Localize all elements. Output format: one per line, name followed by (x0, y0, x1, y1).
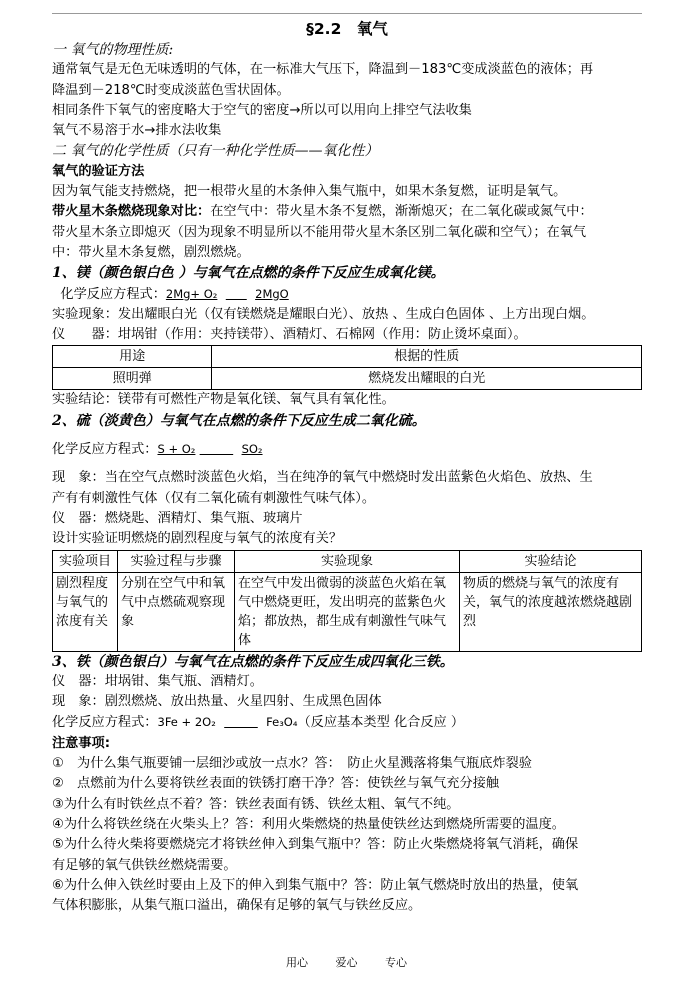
verify-heading: 氧气的验证方法 (52, 163, 145, 179)
s-design: 设计实验证明燃烧的剧烈程度与氧气的浓度有关？ (52, 531, 343, 547)
section-heading-chemical: 二 氧气的化学性质（只有一种化学性质——氧化性） (52, 143, 379, 160)
fe-eq-label: 化学反应方程式： (52, 715, 158, 731)
footer-word: 专心 (385, 956, 407, 969)
note-line: ④为什么将铁丝绕在火柴头上？答：利用火柴燃烧的热量使铁丝达到燃烧所需要的温度。 (52, 816, 565, 832)
table-header-cell: 根据的性质 (212, 346, 642, 368)
mg-eq-label: 化学反应方程式： (60, 286, 166, 302)
fe-eq-right: Fe₃O₄ (266, 715, 298, 730)
verify-text: 因为氧气能支持燃烧，把一根带火星的木条伸入集气瓶中，如果木条复燃，证明是氧气。 (52, 184, 567, 200)
mg-use-table (52, 345, 642, 390)
note-line: ① 为什么集气瓶要铺一层细沙或放一点水？答： 防止火星溅落将集气瓶底炸裂验 (52, 756, 532, 772)
mg-heading: 1、镁（颜色银白色 ）与氧气在点燃的条件下反应生成氧化镁。 (52, 265, 445, 282)
note-line: 气体积膨胀，从集气瓶口溢出，确保有足够的氧气与铁丝反应。 (52, 898, 422, 914)
compare-line-3: 中：带火星木条复燃，剧烈燃烧。 (52, 244, 250, 260)
physical-line-4: 氧气不易溶于水→排水法收集 (52, 123, 222, 139)
note-line: ⑤为什么待火柴将要燃烧完才将铁丝伸入到集气瓶中？答：防止火柴燃烧将氧气消耗，确保 (52, 837, 579, 853)
fe-eq-left: 3Fe + 2O₂ (157, 715, 216, 730)
table-cell: 分别在空气中和氧气中点燃硫观察现象 (118, 572, 235, 651)
physical-line-3: 相同条件下氧气的密度略大于空气的密度→所以可以用向上排空气法收集 (52, 102, 472, 118)
section-heading-physical: 一 氧气的物理性质: (52, 42, 174, 58)
page-title: §2.2 氧气 (306, 20, 388, 38)
mg-eq-left: 2Mg+ O₂ (165, 286, 218, 301)
table-cell: 在空气中发出微弱的淡蓝色火焰在氧气中燃烧更旺，发出明亮的蓝紫色火焰；都放热，都生成有刺激性气味气体 (235, 572, 460, 651)
physical-line-2: 降温到－218℃时变成淡蓝色雪状固体。 (52, 82, 290, 98)
table-header-row (53, 550, 642, 572)
table-row (53, 572, 642, 651)
footer-word: 用心 (286, 956, 308, 969)
page-footer (0, 954, 693, 970)
table-header-cell: 实验结论 (460, 550, 642, 572)
s-eq-label: 化学反应方程式： (52, 442, 158, 458)
table-cell: 剧烈程度与氧气的浓度有关 (53, 572, 118, 651)
compare-line-2: 带火星木条立即熄灭（因为现象不明显所以不能用带火星木条区别二氧化碳和空气）；在氧气 (52, 224, 587, 240)
note-line: 有足够的氧气供铁丝燃烧需要。 (52, 857, 237, 873)
table-header-cell: 实验现象 (235, 550, 460, 572)
physical-line-1: 通常氧气是无色无味透明的气体，在一标准大气压下，降温到－183℃变成淡蓝色的液体；再 (52, 62, 594, 78)
footer-word: 爱心 (335, 956, 358, 969)
table-header-cell: 实验项目 (53, 550, 118, 572)
fe-equation (52, 712, 642, 733)
mg-eq-right: 2MgO (255, 286, 289, 301)
mg-equation (52, 284, 642, 305)
table-cell: 物质的燃烧与氧气的浓度有关，氧气的浓度越浓燃烧越剧烈 (460, 572, 642, 651)
mg-eq-arrow (226, 287, 247, 302)
compare-line-1 (52, 202, 642, 222)
table-header-cell: 实验过程与步骤 (118, 550, 235, 572)
note-line: ⑥为什么伸入铁丝时要由上及下的伸入到集气瓶中？答：防止氧气燃烧时放出的热量，使氧 (52, 877, 579, 893)
s-eq-left: S + O₂ (157, 442, 196, 457)
document-page (52, 12, 642, 916)
fe-eq-note: （反应基本类型 化合反应 ） (297, 715, 465, 731)
compare-text-1: 在空气中：带火星木条不复燃，渐渐熄灭；在二氧化碳或氮气中： (210, 204, 593, 220)
s-eq-arrow (200, 442, 234, 457)
table-header-row (53, 346, 642, 368)
table-cell: 照明弹 (53, 368, 212, 390)
s-eq-right: SO₂ (241, 442, 263, 457)
s-experiment-table (52, 550, 642, 652)
table-cell: 燃烧发出耀眼的白光 (212, 368, 642, 390)
s-apparatus: 仪 器：燃烧匙、酒精灯、集气瓶、玻璃片 (52, 510, 303, 526)
fe-heading: 3、铁（颜色银白）与氧气在点燃的条件下反应生成四氧化三铁。 (52, 653, 454, 670)
mg-apparatus: 仪 器：坩埚钳（作用：夹持镁带）、酒精灯、石棉网（作用：防止烫坏桌面）。 (52, 327, 527, 343)
notes-heading: 注意事项: (52, 735, 111, 751)
note-line: ③为什么有时铁丝点不着？答：铁丝表面有锈、铁丝太粗、氧气不纯。 (52, 796, 460, 812)
note-line: ② 点燃前为什么要将铁丝表面的铁锈打磨干净？答：使铁丝与氧气充分接触 (52, 776, 500, 792)
s-phenomenon-2: 产有有刺激性气体（仅有二氧化硫有刺激性气味气体）。 (52, 490, 376, 506)
table-header-cell: 用途 (53, 346, 212, 368)
s-equation (52, 439, 642, 460)
fe-apparatus: 仪 器：坩埚钳、集气瓶、酒精灯。 (52, 673, 263, 689)
mg-phenomenon: 实验现象：发出耀眼白光（仅有镁燃烧是耀眼白光）、放热 、生成白色固体 、上方出现白烟。 (52, 306, 595, 322)
table-row (53, 368, 642, 390)
fe-phenomenon: 现 象：剧烈燃烧、放出热量、火星四射、生成黑色固体 (52, 694, 382, 710)
fe-eq-arrow (224, 715, 258, 730)
mg-conclusion: 实验结论：镁带有可燃性产物是氧化镁、氧气具有氧化性。 (52, 392, 395, 408)
s-heading: 2、硫（淡黄色）与氧气在点燃的条件下反应生成二氧化硫。 (52, 412, 426, 429)
compare-label: 带火星木条燃烧现象对比： (52, 204, 211, 220)
s-phenomenon-1: 现 象：当在空气点燃时淡蓝色火焰，当在纯净的氧气中燃烧时发出蓝紫色火焰色、放热、生 (52, 470, 593, 486)
